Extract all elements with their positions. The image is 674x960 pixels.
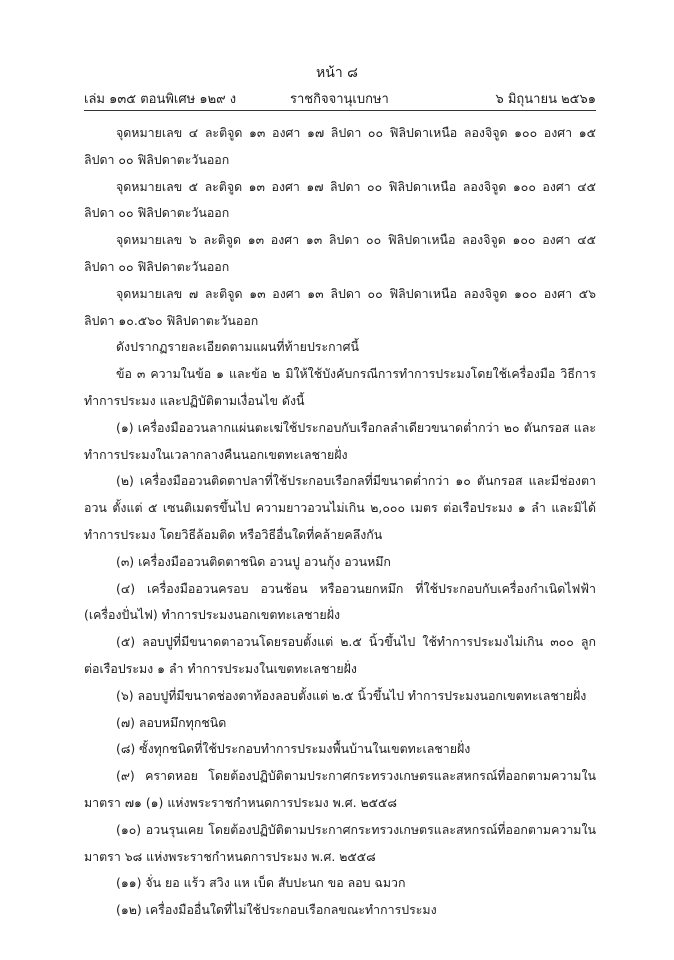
list-item-3: (๓) เครื่องมืออวนติดตาชนิด อวนปู อวนกุ้ง อวนหมึก	[116, 553, 391, 569]
list-item-2: (๒) เครื่องมืออวนติดตาปลาที่ใช้ประกอบเรือกลที่มีขนาดต่ำกว่า ๑๐ ตันกรอส และมีช่องตาอวน ตั้งแต่ ๕ เซนติเมตรขึ้นไป ความยาวอวนไม่เกิน ๒,๐๐๐ เมตร ต่อเรือประมง ๑ ลำ และมิได้ทำการประมง โดยวิธีล้อมติด หรือวิธีอื่นใดที่คล้ายคลึงกัน	[84, 473, 596, 542]
paragraph-point-7: จุดหมายเลข ๗ ละติจูด ๑๓ องศา ๑๓ ลิปดา ๐๐ ฟิลิปดาเหนือ ลองจิจูด ๑๐๐ องศา ๕๖ ลิปดา ๑๐.๕๖๐ ฟิลิปดาตะวันออก	[84, 285, 596, 328]
paragraph-clause-3: ข้อ ๓ ความในข้อ ๑ และข้อ ๒ มิให้ใช้บังคับกรณีการทำการประมงโดยใช้เครื่องมือ วิธีการทำการประมง และปฏิบัติตามเงื่อนไข ดังนี้	[84, 366, 596, 408]
document-body	[84, 120, 596, 924]
list-item-5: (๕) ลอบปูที่มีขนาดตาอวนโดยรอบตั้งแต่ ๒.๕ นิ้วขึ้นไป ใช้ทำการประมงไม่เกิน ๓๐๐ ลูก ต่อเรือประมง ๑ ลำ ทำการประมงในเขตทะเลชายฝั่ง	[84, 634, 596, 676]
paragraph-point-4: จุดหมายเลข ๔ ละติจูด ๑๓ องศา ๑๗ ลิปดา ๐๐ ฟิลิปดาเหนือ ลองจิจูด ๑๐๐ องศา ๑๕ ลิปดา ๐๐ ฟิลิปดาตะวันออก	[84, 125, 596, 167]
list-item-12: (๑๒) เครื่องมืออื่นใดที่ไม่ใช้ประกอบเรือกลขณะทำการประมง	[116, 902, 437, 918]
paragraph-point-6: จุดหมายเลข ๖ ละติจูด ๑๓ องศา ๑๓ ลิปดา ๐๐ ฟิลิปดาเหนือ ลองจิจูด ๑๐๐ องศา ๔๕ ลิปดา ๐๐ ฟิลิปดาตะวันออก	[84, 232, 596, 274]
list-item-1: (๑) เครื่องมืออวนลากแผ่นตะเฆ่ใช้ประกอบกับเรือกลลำเดียวขนาดต่ำกว่า ๒๐ ตันกรอส และ ทำการประมงในเวลากลางคืนนอกเขตทะเลชายฝั่ง	[84, 419, 596, 462]
list-item-11: (๑๑) จั่น ยอ แร้ว สวิง แห เบ็ด สับปะนก ขอ ลอบ ฉมวก	[116, 875, 406, 891]
list-item-6: (๖) ลอบปูที่มีขนาดช่องตาท้องลอบตั้งแต่ ๒.๕ นิ้วขึ้นไป ทำการประมงนอกเขตทะเลชายฝั่ง	[116, 687, 587, 703]
header-divider	[84, 110, 596, 111]
list-item-8: (๘) ซั้งทุกชนิดที่ใช้ประกอบทำการประมงพื้นบ้านในเขตทะเลชายฝั่ง	[116, 741, 471, 757]
list-item-10: (๑๐) อวนรุนเคย โดยต้องปฏิบัติตามประกาศกระทรวงเกษตรและสหกรณ์ที่ออกตามความใน มาตรา ๖๘ แห่งพระราชกำหนดการประมง พ.ศ. ๒๕๕๘	[84, 821, 596, 864]
page-number: หน้า ๘	[316, 65, 358, 81]
list-item-7: (๗) ลอบหมึกทุกชนิด	[116, 714, 227, 730]
list-item-4: (๔) เครื่องมืออวนครอบ อวนช้อน หรืออวนยกหมึก ที่ใช้ประกอบกับเครื่องกำเนิดไฟฟ้า (เครื่องปั่นไฟ) ทำการประมงนอกเขตทะเลชายฝั่ง	[84, 580, 596, 623]
paragraph-point-5: จุดหมายเลข ๕ ละติจูด ๑๓ องศา ๑๗ ลิปดา ๐๐ ฟิลิปดาเหนือ ลองจิจูด ๑๐๐ องศา ๔๕ ลิปดา ๐๐ ฟิลิปดาตะวันออก	[84, 178, 596, 221]
paragraph-map-note: ดังปรากฏรายละเอียดตามแผนที่ท้ายประกาศนี้	[116, 339, 359, 355]
gazette-name: ราชกิจจานุเบกษา	[290, 92, 389, 107]
gazette-header	[84, 88, 596, 106]
publication-date: ๖ มิถุนายน ๒๕๖๑	[495, 92, 596, 107]
volume-issue: เล่ม ๑๓๕ ตอนพิเศษ ๑๒๙ ง	[84, 92, 237, 107]
list-item-9: (๙) คราดหอย โดยต้องปฏิบัติตามประกาศกระทรวงเกษตรและสหกรณ์ที่ออกตามความใน มาตรา ๗๑ (๑) แห่งพระราชกำหนดการประมง พ.ศ. ๒๕๕๘	[84, 768, 596, 810]
